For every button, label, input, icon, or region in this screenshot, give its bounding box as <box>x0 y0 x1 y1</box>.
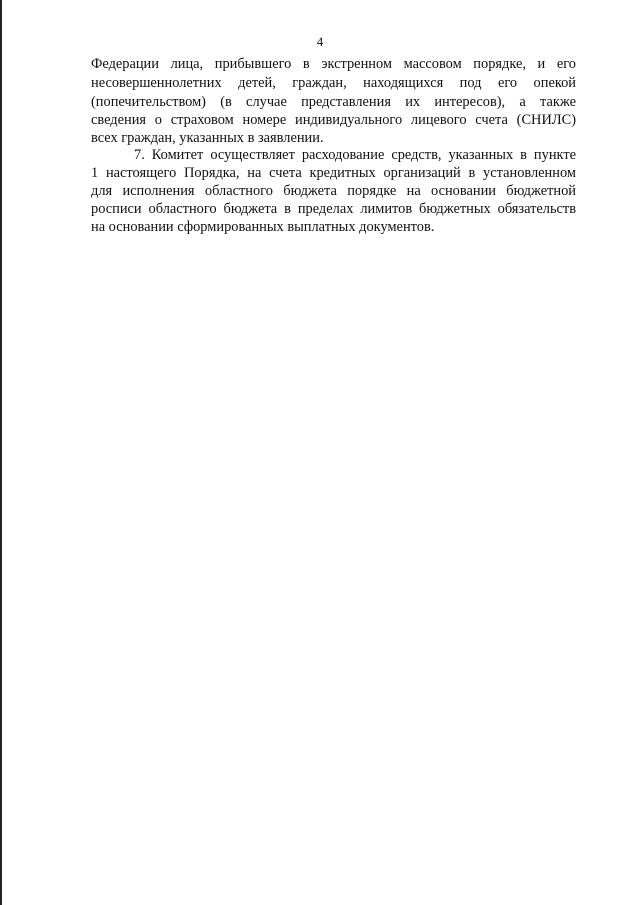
text-line: Федерации лица, прибывшего в экстренном массовом порядке, и его <box>91 56 576 72</box>
text-line: 7. Комитет осуществляет расходование средств, указанных в пункте <box>134 147 576 163</box>
text-line: росписи областного бюджета в пределах лимитов бюджетных обязательств <box>91 201 576 217</box>
text-line: сведения о страховом номере индивидуального лицевого счета (СНИЛС) <box>91 112 576 128</box>
text-line: для исполнения областного бюджета порядке на основании бюджетной <box>91 183 576 199</box>
text-line: всех граждан, указанных в заявлении. <box>91 130 324 146</box>
scan-edge <box>0 0 2 905</box>
page-number: 4 <box>316 34 324 49</box>
text-line: несовершеннолетних детей, граждан, находящихся под его опекой <box>91 75 576 91</box>
text-line: (попечительством) (в случае представления их интересов), а также <box>91 94 576 110</box>
text-line: на основании сформированных выплатных документов. <box>91 219 435 235</box>
text-line: 1 настоящего Порядка, на счета кредитных организаций в установленном <box>91 165 576 181</box>
